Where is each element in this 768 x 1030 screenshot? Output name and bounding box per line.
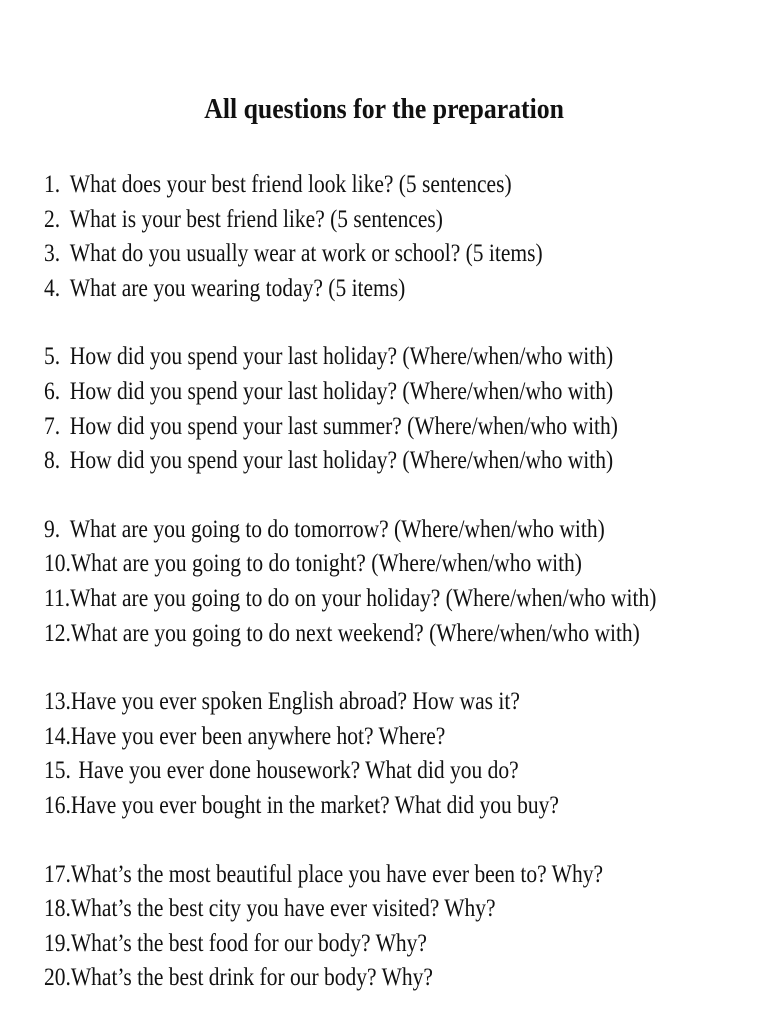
question-number: 17. [44, 860, 71, 888]
list-item [44, 892, 663, 927]
list-item [44, 340, 663, 375]
question-list [44, 168, 764, 1030]
question-number: 11. [44, 584, 71, 612]
list-item [44, 513, 663, 548]
question-group-future-plans [44, 513, 764, 651]
list-item [44, 720, 663, 755]
question-number: 15. [44, 757, 71, 785]
question-number: 6. [44, 377, 61, 405]
question-text: How did you spend your last holiday? (Where/when/who with) [69, 447, 614, 475]
question-number: 8. [44, 447, 61, 475]
question-number: 14. [44, 722, 71, 750]
question-text: What is your best friend like? (5 sentences) [69, 205, 443, 233]
question-number: 7. [44, 412, 61, 440]
list-item [44, 582, 663, 617]
question-number: 5. [44, 343, 61, 371]
list-item [44, 858, 663, 893]
question-text: What are you wearing today? (5 items) [69, 274, 406, 302]
question-text: What’s the best city you have ever visited? Why? [70, 895, 496, 923]
list-item [44, 203, 663, 238]
question-group-superlatives [44, 858, 764, 996]
list-item [44, 547, 663, 582]
question-text: What are you going to do next weekend? (Where/when/who with) [70, 619, 640, 647]
question-text: What are you going to do on your holiday? (Where/when/who with) [70, 584, 657, 612]
list-item [44, 617, 663, 652]
list-item [44, 272, 663, 307]
list-item [44, 444, 663, 479]
page-title: All questions for the preparation [204, 94, 564, 125]
list-item [44, 168, 663, 203]
question-number: 16. [44, 791, 71, 819]
question-group-experiences [44, 685, 764, 823]
question-text: What’s the best food for our body? Why? [70, 929, 427, 957]
question-number: 2. [44, 205, 61, 233]
question-number: 13. [44, 688, 71, 716]
list-item [44, 961, 663, 996]
question-text: How did you spend your last holiday? (Where/when/who with) [69, 343, 614, 371]
question-group-appearance [44, 168, 764, 306]
question-number: 18. [44, 895, 71, 923]
question-text: What do you usually wear at work or school? (5 items) [69, 240, 543, 268]
question-group-past-holidays [44, 340, 764, 478]
question-text: What’s the most beautiful place you have ever been to? Why? [70, 860, 603, 888]
list-item [44, 685, 663, 720]
list-item [44, 237, 663, 272]
question-number: 19. [44, 929, 71, 957]
question-text: What does your best friend look like? (5 sentences) [69, 171, 512, 198]
list-item [44, 927, 663, 962]
list-item [44, 375, 663, 410]
question-number: 20. [44, 964, 71, 992]
question-number: 12. [44, 619, 71, 647]
question-text: Have you ever been anywhere hot? Where? [70, 722, 446, 750]
question-text: What’s the best drink for our body? Why? [70, 964, 433, 992]
question-text: Have you ever done housework? What did you do? [78, 757, 519, 785]
question-number: 9. [44, 515, 61, 543]
question-text: Have you ever bought in the market? What did you buy? [70, 791, 559, 819]
question-text: What are you going to do tomorrow? (Where/when/who with) [69, 515, 605, 543]
question-number: 10. [44, 550, 71, 578]
question-text: How did you spend your last holiday? (Where/when/who with) [69, 377, 614, 405]
list-item [44, 754, 663, 789]
question-number: 1. [44, 171, 61, 198]
list-item [44, 789, 663, 824]
question-text: What are you going to do tonight? (Where/when/who with) [70, 550, 582, 578]
question-text: How did you spend your last summer? (Where/when/who with) [69, 412, 618, 440]
list-item [44, 410, 663, 445]
question-text: Have you ever spoken English abroad? How was it? [70, 688, 520, 716]
question-number: 3. [44, 240, 61, 268]
question-number: 4. [44, 274, 61, 302]
